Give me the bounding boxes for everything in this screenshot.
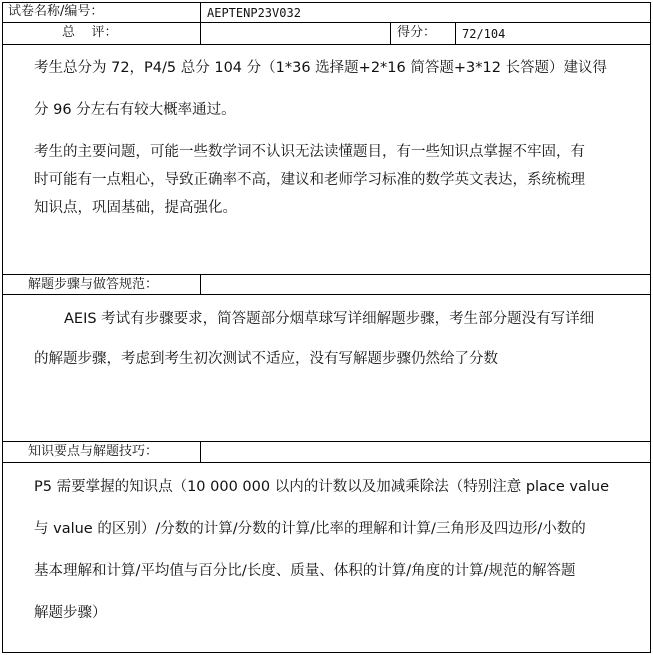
comment-line: 考生的主要问题，可能一些数学词不认识无法读懂题目，有一些知识点掌握不牢固，有	[34, 144, 585, 160]
exam-title-label: 试卷名称/编号：	[8, 4, 104, 19]
rule-steps-top	[2, 274, 651, 275]
knowledge-label: 知识要点与解题技巧：	[28, 444, 159, 459]
comment-line: 知识点，巩固基础，提高强化。	[34, 200, 237, 216]
knowledge-line: 基本理解和计算/平均值与百分比/长度、质量、体积的计算/角度的计算/规范的解答题	[34, 563, 576, 579]
rule-row1	[2, 22, 651, 23]
rule-right	[650, 2, 651, 653]
rule-col-header	[200, 2, 201, 44]
rule-col-knowledge	[200, 441, 201, 462]
overall-comment-label: 总 评：	[62, 25, 118, 40]
exam-title-value: AEPTENP23V032	[207, 6, 301, 20]
comment-line: 考生总分为 72，P4/5 总分 104 分（1*36 选择题+2*16 简答题+3*12 长答题）建议得	[34, 60, 608, 76]
rule-col-score-label	[390, 22, 391, 44]
rule-knowledge-top	[2, 441, 651, 442]
score-value: 72/104	[462, 27, 506, 41]
rule-col-steps	[200, 274, 201, 294]
knowledge-line: 解题步骤）	[34, 605, 107, 621]
knowledge-line: 与 value 的区别）/分数的计算/分数的计算/比率的理解和计算/三角形及四边形/小数的	[34, 521, 586, 537]
comment-line: 时可能有一点粗心，导致正确率不高，建议和老师学习标准的数学英文表达，系统梳理	[34, 172, 585, 188]
steps-text	[34, 305, 594, 373]
rule-steps-bottom	[2, 294, 651, 295]
comment-line: 分 96 分左右有较大概率通过。	[34, 102, 236, 118]
steps-line: 的解题步骤，考虑到考生初次测试不适应，没有写解题步骤仍然给了分数	[34, 351, 498, 367]
rule-left	[2, 2, 3, 653]
comment-text	[34, 54, 607, 222]
rule-col-score-value	[455, 22, 456, 44]
rule-row2	[2, 44, 651, 45]
score-label: 得分：	[397, 25, 437, 40]
steps-label: 解题步骤与做答规范：	[28, 277, 159, 292]
rule-knowledge-bottom	[2, 462, 651, 463]
steps-line: AEIS 考试有步骤要求，简答题部分烟草球写详细解题步骤，考生部分题没有写详细	[64, 311, 595, 327]
rule-bottom	[2, 652, 651, 653]
knowledge-line: P5 需要掌握的知识点（10 000 000 以内的计数以及加减乘除法（特别注意 place value	[34, 479, 610, 495]
knowledge-text	[34, 473, 609, 627]
